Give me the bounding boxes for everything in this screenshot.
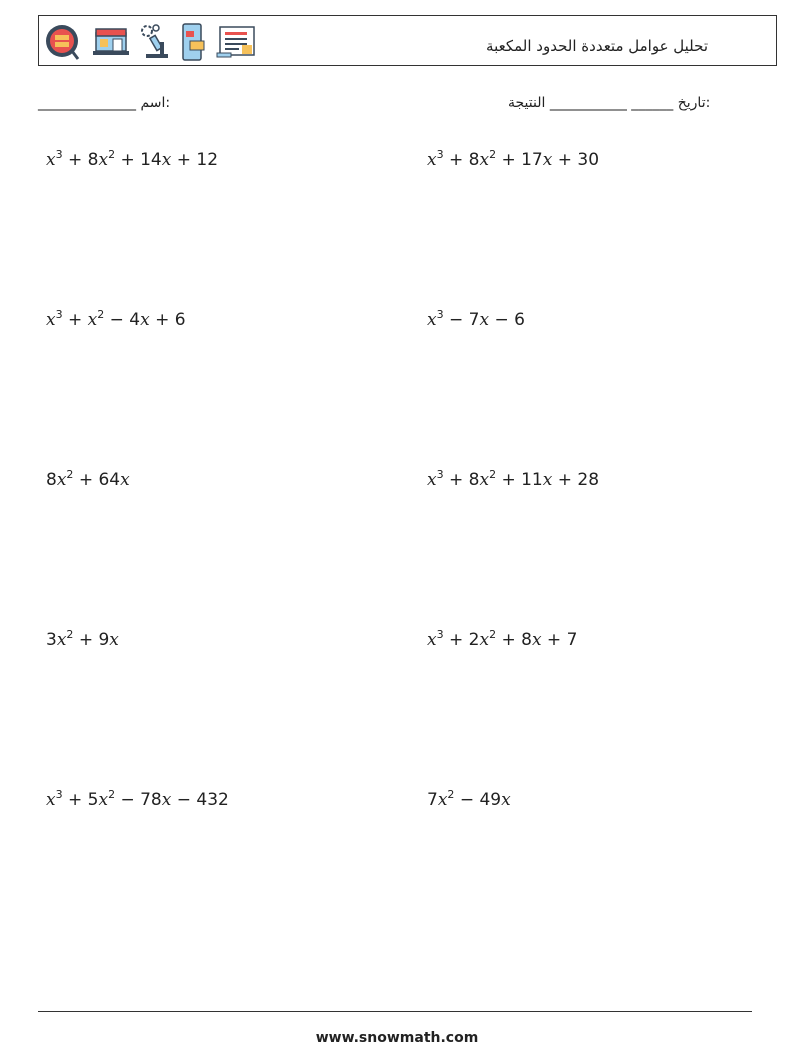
variable: x [427, 310, 437, 330]
variable: x [542, 470, 553, 490]
score-blank: ___________ [549, 95, 627, 111]
footer-url: www.snowmath.com [315, 1030, 479, 1046]
term-text: − 6 [489, 310, 525, 330]
exponent: 2 [97, 308, 105, 321]
score-label: النتيجة [508, 95, 546, 111]
variable: x [479, 310, 490, 330]
document-icon [216, 25, 256, 59]
problem-7 [46, 630, 119, 650]
term-text: + 14 [115, 150, 162, 170]
date-label: :تاريخ [677, 95, 711, 111]
term-text: − 49 [454, 790, 502, 810]
variable: x [437, 790, 448, 810]
term-text: + 8 [496, 630, 532, 650]
exponent: 3 [436, 148, 444, 161]
worksheet-title: تحليل عوامل متعددة الحدود المكعبة [486, 37, 708, 55]
problem-1 [46, 150, 218, 170]
variable: x [427, 630, 437, 650]
shop-icon [92, 27, 130, 57]
variable: x [87, 310, 98, 330]
date-blank: ______ [631, 95, 674, 111]
term-text: + 12 [171, 150, 219, 170]
exponent: 3 [55, 308, 63, 321]
term-text: + 6 [149, 310, 186, 330]
variable: x [46, 790, 56, 810]
variable: x [56, 630, 67, 650]
footer-divider [38, 1011, 752, 1012]
term-text: + 17 [496, 150, 543, 170]
exponent: 2 [489, 628, 497, 641]
exponent: 2 [489, 468, 497, 481]
problem-9 [46, 790, 229, 810]
date-score-field [508, 95, 710, 111]
exponent: 2 [66, 468, 74, 481]
problem-10 [427, 790, 511, 810]
term-text: + 64 [73, 470, 121, 490]
exponent: 3 [436, 468, 444, 481]
problem-8 [427, 630, 577, 650]
variable: x [98, 150, 109, 170]
variable: x [501, 790, 511, 810]
problem-5 [46, 470, 130, 490]
microscope-icon [140, 24, 170, 60]
variable: x [161, 790, 172, 810]
term-text: + 5 [62, 790, 99, 810]
exponent: 2 [447, 788, 455, 801]
exponent: 2 [66, 628, 74, 641]
exponent: 3 [55, 788, 63, 801]
variable: x [120, 470, 130, 490]
term-text: + 11 [496, 470, 543, 490]
problem-4 [427, 310, 525, 330]
term-text: − 7 [443, 310, 480, 330]
variable: x [479, 150, 490, 170]
exponent: 3 [55, 148, 63, 161]
term-text: + 9 [73, 630, 110, 650]
badge-icon [44, 23, 82, 61]
phone-icon [180, 23, 206, 61]
name-label: :اسم [140, 95, 171, 111]
term-text: 7 [427, 790, 438, 810]
term-text: + 8 [62, 150, 99, 170]
term-text: + 8 [443, 470, 480, 490]
problem-3 [46, 310, 186, 330]
term-text: − 432 [171, 790, 229, 810]
worksheet-header [38, 15, 777, 66]
term-text: − 4 [104, 310, 141, 330]
variable: x [56, 470, 67, 490]
term-text: + 8 [443, 150, 480, 170]
variable: x [531, 630, 542, 650]
variable: x [427, 470, 437, 490]
variable: x [46, 150, 56, 170]
variable: x [479, 470, 490, 490]
problem-6 [427, 470, 599, 490]
term-text: 8 [46, 470, 57, 490]
exponent: 2 [108, 148, 116, 161]
term-text: − 78 [115, 790, 162, 810]
exponent: 2 [108, 788, 116, 801]
exponent: 3 [436, 308, 444, 321]
variable: x [140, 310, 150, 330]
variable: x [427, 150, 437, 170]
variable: x [479, 630, 490, 650]
exponent: 3 [436, 628, 444, 641]
variable: x [109, 630, 119, 650]
term-text: + 30 [552, 150, 600, 170]
term-text: 3 [46, 630, 57, 650]
header-icons [44, 22, 256, 62]
problem-2 [427, 150, 599, 170]
variable: x [161, 150, 172, 170]
variable: x [46, 310, 56, 330]
term-text: + 2 [443, 630, 480, 650]
variable: x [542, 150, 553, 170]
term-text: + [62, 310, 88, 330]
term-text: + 7 [541, 630, 578, 650]
exponent: 2 [489, 148, 497, 161]
variable: x [98, 790, 109, 810]
name-field [38, 95, 170, 111]
name-blank: ______________ [38, 95, 136, 111]
term-text: + 28 [552, 470, 600, 490]
